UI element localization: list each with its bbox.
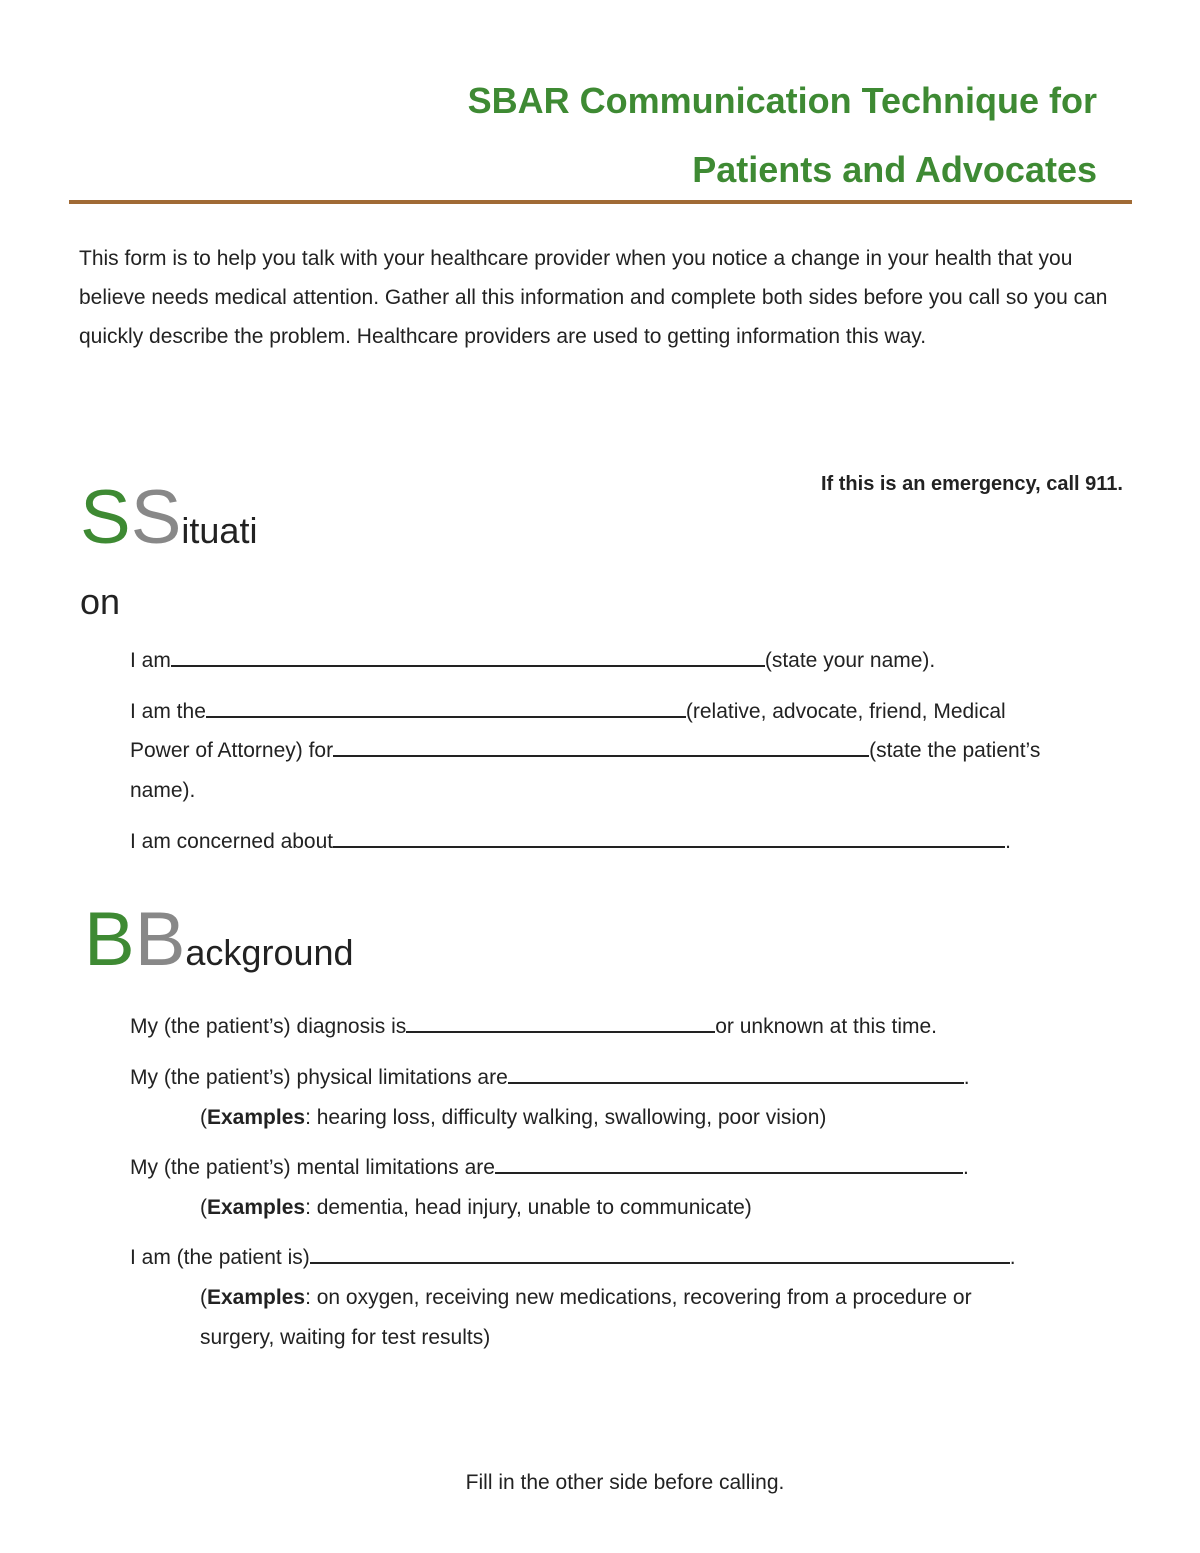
diagnosis-hint: or unknown at this time. [715, 1015, 938, 1038]
physical-limitations-line [130, 1058, 970, 1098]
mental-examples-text: : dementia, head injury, unable to communicate) [305, 1196, 752, 1219]
concern-period: . [1005, 830, 1011, 853]
physical-limitations-label: My (the patient’s) physical limitations are [130, 1066, 508, 1089]
emergency-note: If this is an emergency, call 911. [820, 473, 1123, 495]
name-label: I am [130, 649, 171, 672]
concern-line [130, 822, 1011, 862]
concern-label: I am concerned about [130, 830, 334, 853]
mental-limitations-label: My (the patient’s) mental limitations are [130, 1156, 495, 1179]
concern-field[interactable] [333, 824, 1005, 848]
name-hint: (state your name). [764, 649, 936, 672]
mental-examples: (Examples: dementia, head injury, unable to communicate) [200, 1196, 752, 1219]
background-big-letter: B [84, 897, 135, 982]
situation-big-letter: S [80, 475, 131, 560]
patient-status-examples: (Examples: on oxygen, receiving new medications, recovering from a procedure or [200, 1286, 972, 1309]
mental-limitations-field[interactable] [495, 1150, 963, 1174]
situation-heading-wrap: on [80, 581, 121, 622]
patient-status-label: I am (the patient is) [130, 1246, 310, 1269]
physical-limitations-field[interactable] [508, 1060, 964, 1084]
page-title-line-1: SBAR Communication Technique for [467, 80, 1097, 121]
background-big-letter-shadow: B [134, 897, 186, 982]
mental-examples-label: Examples [207, 1196, 306, 1219]
name-field[interactable] [171, 643, 765, 667]
background-heading [84, 897, 354, 982]
relation-label: I am the [130, 700, 206, 723]
relation-line [130, 692, 1006, 732]
patient-name-field[interactable] [333, 733, 869, 757]
patient-name-hint-wrap: name). [130, 779, 196, 802]
relation-hint: (relative, advocate, friend, Medical [685, 700, 1006, 723]
physical-examples: (Examples: hearing loss, difficulty walking, swallowing, poor vision) [200, 1106, 827, 1129]
patient-status-examples-wrap: surgery, waiting for test results) [200, 1326, 491, 1349]
patient-name-label: Power of Attorney) for [130, 739, 334, 762]
physical-period: . [963, 1066, 970, 1089]
header-rule [69, 200, 1132, 204]
patient-name-hint: (state the patient’s [869, 739, 1041, 762]
footer-note: Fill in the other side before calling. [465, 1471, 785, 1494]
name-line [130, 641, 935, 681]
patient-name-line [130, 731, 1040, 771]
physical-examples-label: Examples [207, 1106, 306, 1129]
physical-examples-text: : hearing loss, difficulty walking, swallowing, poor vision) [305, 1106, 827, 1129]
diagnosis-line [130, 1007, 937, 1047]
situation-big-letter-shadow: S [130, 475, 182, 560]
mental-period: . [962, 1156, 969, 1179]
patient-status-examples-text: : on oxygen, receiving new medications, recovering from a procedure or [305, 1286, 972, 1309]
situation-heading [80, 475, 258, 560]
patient-status-line [130, 1238, 1016, 1278]
page-title-line-2: Patients and Advocates [692, 149, 1097, 190]
patient-status-field[interactable] [310, 1240, 1010, 1264]
diagnosis-field[interactable] [406, 1009, 715, 1033]
relation-field[interactable] [206, 694, 686, 718]
situation-heading-text: ituati [181, 510, 258, 551]
background-heading-text: ackground [185, 932, 354, 973]
mental-limitations-line [130, 1148, 969, 1188]
patient-status-period: . [1009, 1246, 1016, 1269]
intro-paragraph: This form is to help you talk with your healthcare provider when you notice a change in your health that you believe needs medical attention. Gather all this information and complete both sides before you call so you can quickly describe the problem. Healthcare providers are used to getting information this way. [79, 247, 1108, 348]
patient-status-examples-label: Examples [207, 1286, 306, 1309]
diagnosis-label: My (the patient’s) diagnosis is [130, 1015, 407, 1038]
